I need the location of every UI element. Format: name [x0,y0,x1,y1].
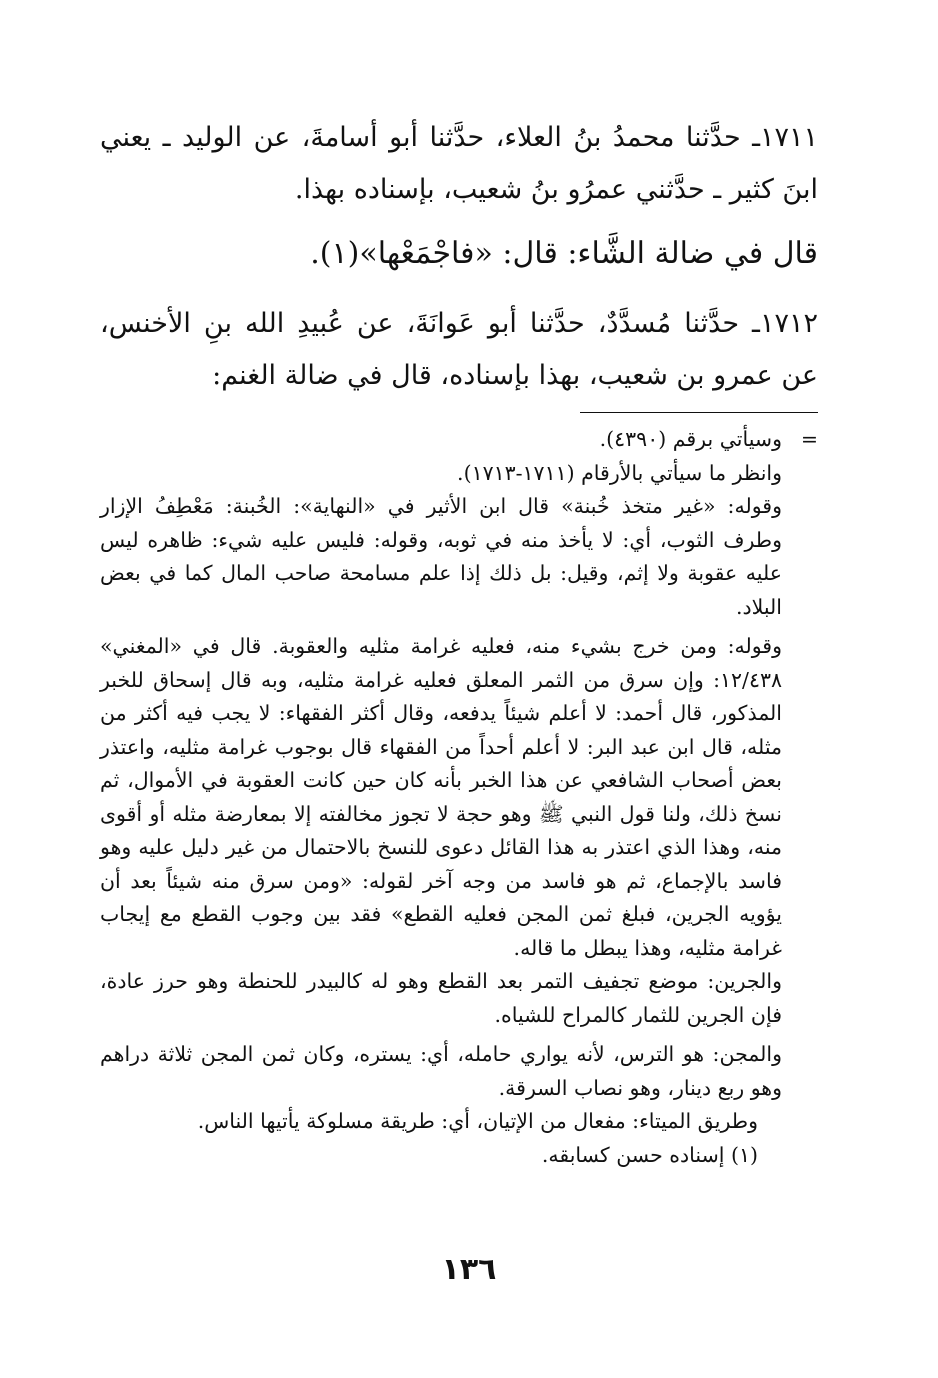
footnote-line [100,423,818,457]
footnote-paragraph: وطريق الميتاء: مفعال من الإتيان، أي: طريقة مسلوكة يأتيها الناس. [197,1109,758,1133]
continuation-mark: = [800,427,818,451]
hadith-1712: ١٧١٢ـ حدَّثنا مُسدَّدٌ، حدَّثنا أبو عَوانَةَ، عن عُبيدِ الله بنِ الأخنس، عن عمرو بن شعيب، بهذا بإسناده، قال في ضالة الغنم: [100,308,818,391]
footnote-paragraph: وقوله: «غير متخذ خُبنة» قال ابن الأثير في «النهاية»: الخُبنة: مَعْطِفُ الإزار وطرف الثوب، أي: لا يأخذ منه في ثوبه، وقوله: فليس عليه شيء: ظاهره ليس عليه عقوبة ولا إثم، وقيل: بل ذلك إذا علم مسامحة صاحب المال كما في بعض البلاد. [100,494,782,619]
footnote-paragraph: وقوله: ومن خرج بشيء منه، فعليه غرامة مثليه والعقوبة. قال في «المغني» ١٢/٤٣٨: وإن سرق من الثمر المعلق فعليه غرامة مثليه، وبه قال إسحاق للخبر المذكور، قال أحمد: لا أعلم شيئاً يدفعه، وقال أكثر الفقهاء: لا يجب فيه أكثر من مثله، قال ابن عبد البر: لا أعلم أحداً من الفقهاء قال بوجوب غرامة مثليه، واعتذر بعض أصحاب الشافعي عن هذا الخبر بأنه كان حين كانت العقوبة في الأموال، ثم نسخ ذلك، ولنا قول النبي ﷺ وهو حجة لا تجوز مخالفته إلا بمعارضة مثله أو أقوى منه، وهذا الذي اعتذر به هذا القائل دعوى للنسخ بالاحتمال من غير دليل عليه وهو فاسد بالإجماع، ثم هو فاسد من وجه آخر لقوله: «ومن سرق منه شيئاً بعد أن يؤويه الجرين، فبلغ ثمن المجن فعليه القطع» فقد بين وجوب القطع مع إيجاب غرامة مثليه، وهذا يبطل ما قاله. [100,634,782,960]
hadith-1711-text: قال في ضالة الشَّاء: قال: «فاجْمَعْها»(١). [310,236,818,271]
footnotes [100,423,818,1172]
footnote-paragraph: والجرين: موضع تجفيف التمر بعد القطع وهو له كالبيدر للحنطة وهو حرز عادة، فإن الجرين للثمار كالمراح للشياه. [100,969,782,1027]
main-text [100,112,818,402]
footnote-note-1: (١) إسناده حسن كسابقه. [541,1142,758,1167]
footnote-paragraph: والمجن: هو الترس، لأنه يواري حامله، أي: يستره، وكان ثمن المجن ثلاثة دراهم وهو ربع دينار، وهو نصاب السرقة. [100,1042,782,1100]
footnote-separator [580,412,818,413]
page-number: ١٣٦ [441,1252,497,1287]
footnote-line: وانظر ما سيأتي بالأرقام (١٧١١-١٧١٣). [457,460,782,485]
page-body [100,112,818,1172]
footnote-line-text: وسيأتي برقم (٤٣٩٠). [599,427,782,451]
hadith-1711: ١٧١١ـ حدَّثنا محمدُ بنُ العلاء، حدَّثنا أبو أسامةَ، عن الوليد ـ يعني ابنَ كثير ـ حدَّثني عمرُو بنُ شعيب، بإسناده بهذا. [100,122,818,205]
